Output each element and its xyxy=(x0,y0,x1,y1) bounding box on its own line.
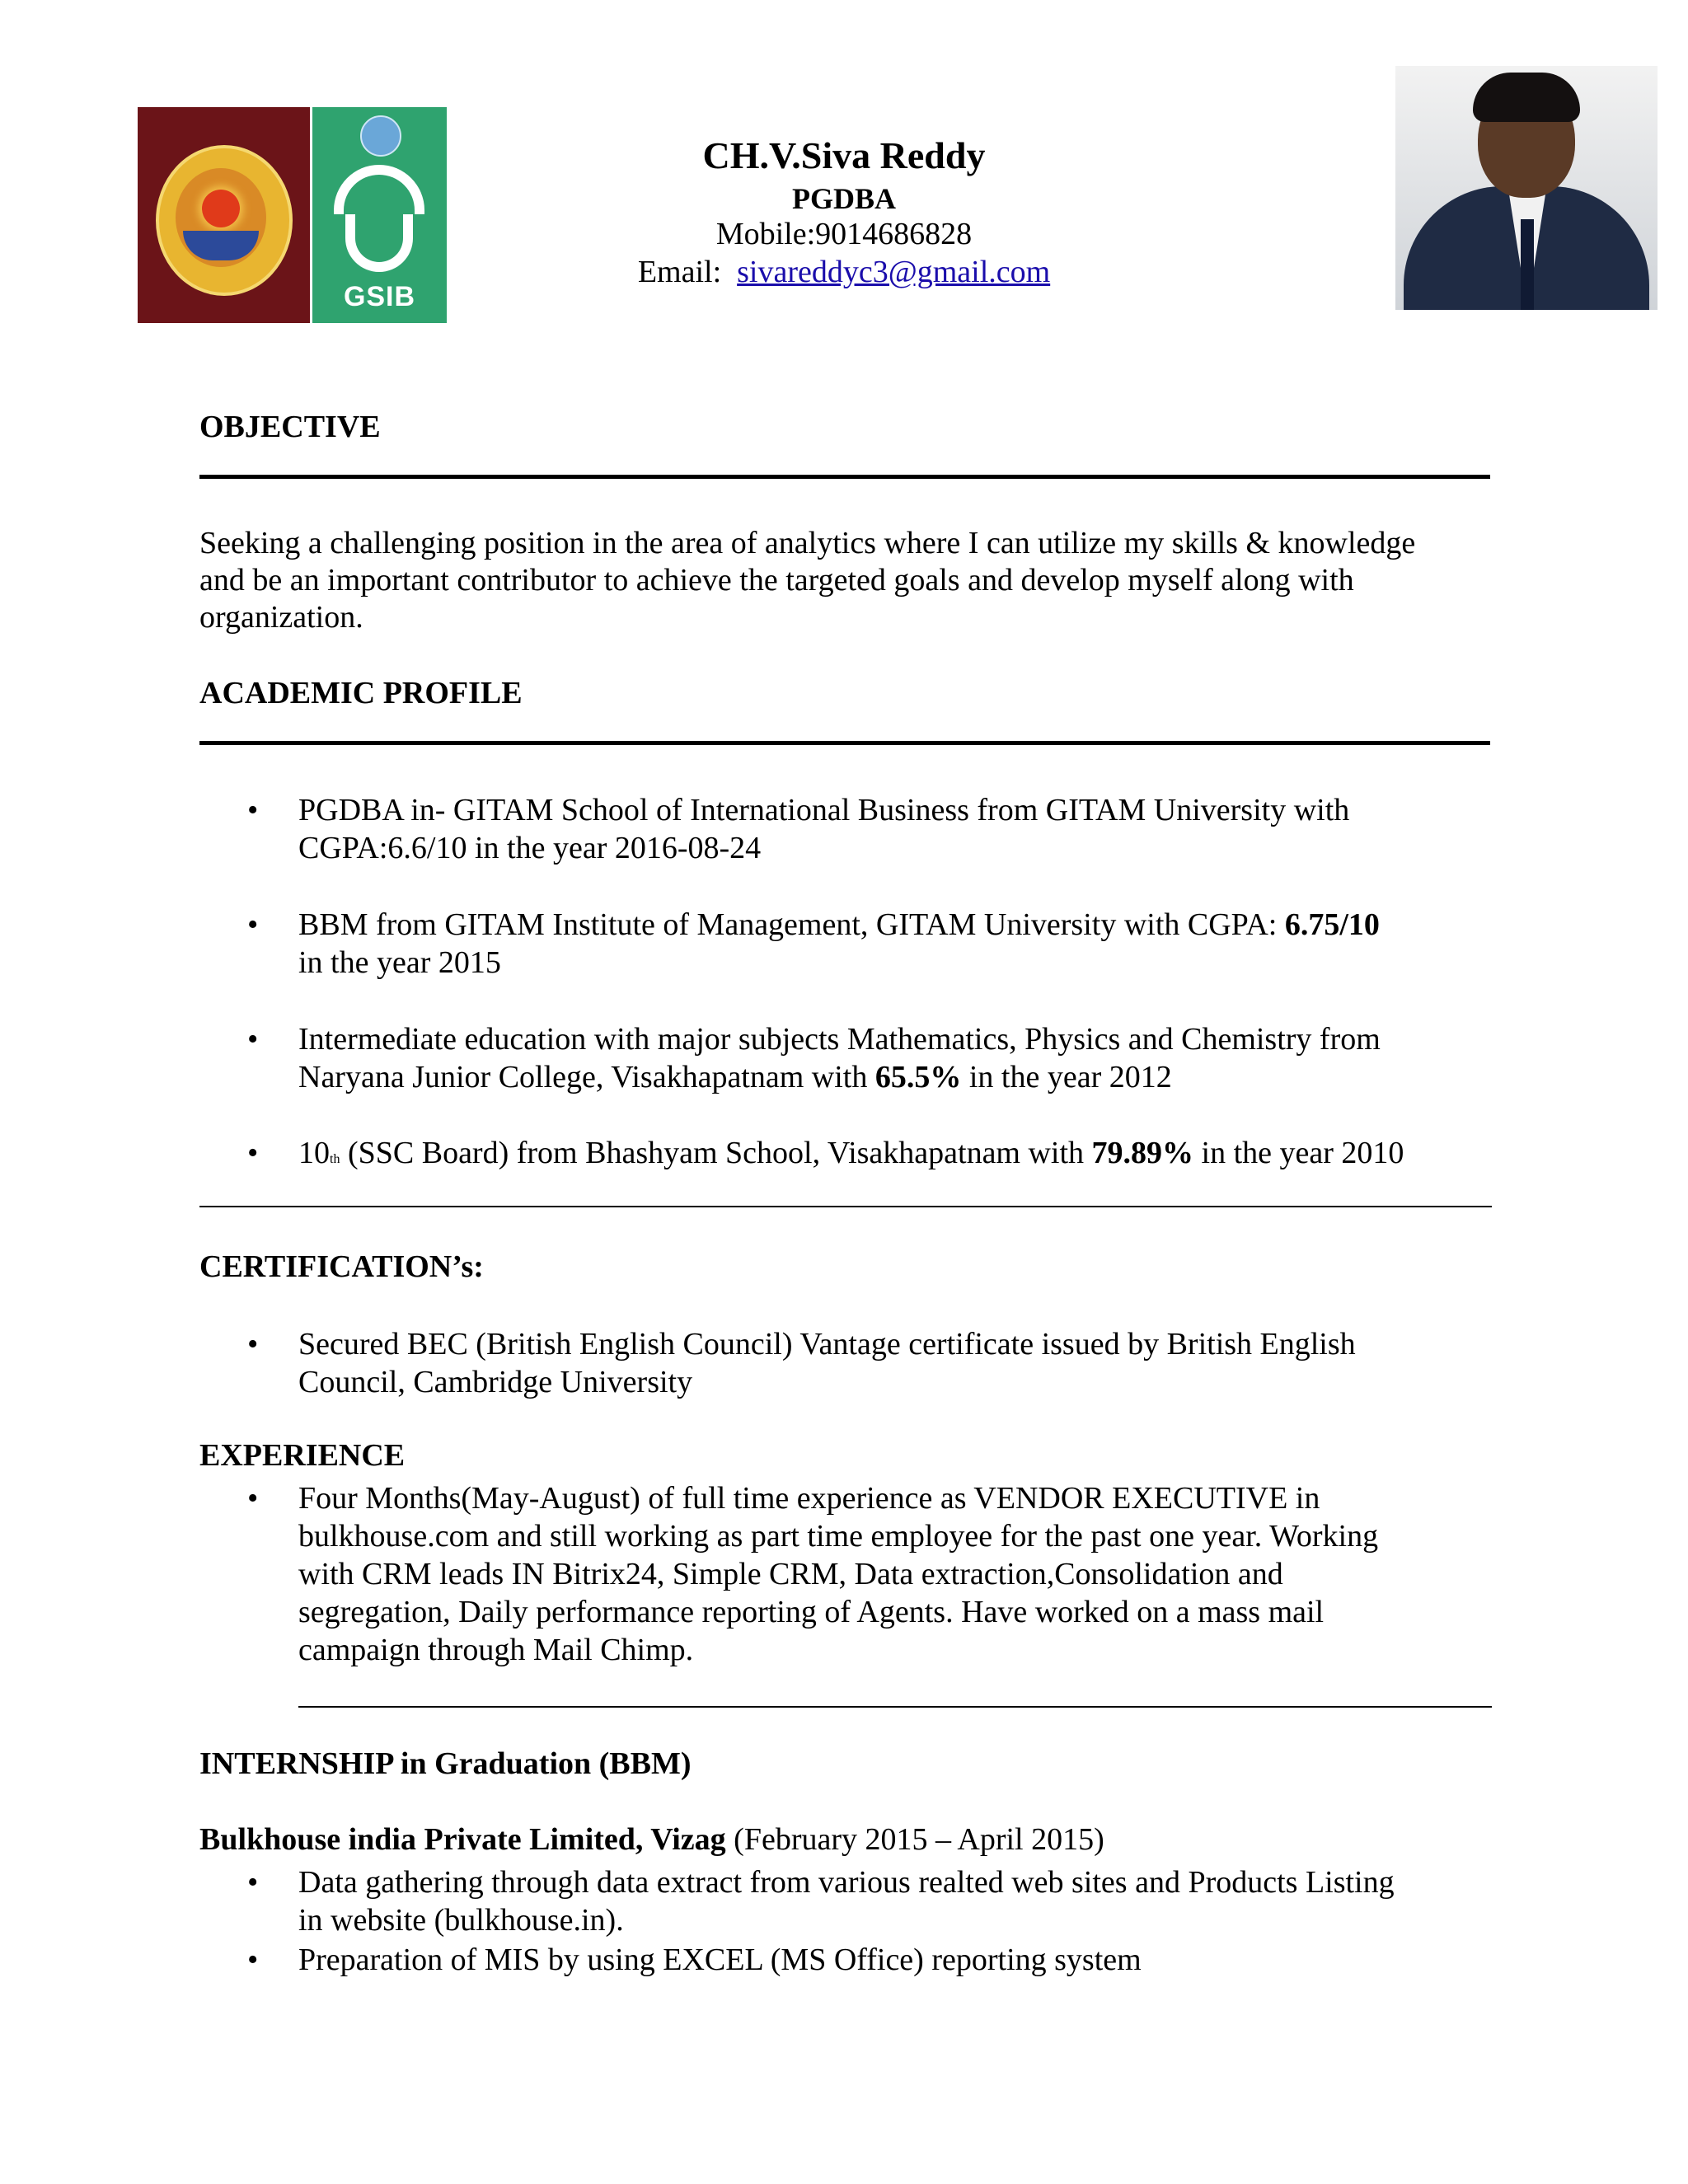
objective-text xyxy=(199,525,1490,636)
academic-item-line: Intermediate education with major subjects Mathematics, Physics and Chemistry from xyxy=(298,1022,1381,1057)
experience-heading: EXPERIENCE xyxy=(199,1438,406,1473)
email-label: Email: xyxy=(637,255,722,289)
experience-line: Four Months(May-August) of full time experience as VENDOR EXECUTIVE in xyxy=(298,1481,1320,1516)
objective-line: Seeking a challenging position in the area of analytics where I can utilize my skills & knowledge xyxy=(199,526,1416,560)
bullet-icon: • xyxy=(247,907,259,942)
academic-item-line: Naryana Junior College, Visakhapatnam with 65.5% in the year 2012 xyxy=(298,1060,1172,1094)
objective-heading: OBJECTIVE xyxy=(199,410,381,444)
objective-line: and be an important contributor to achieve the targeted goals and develop myself along with xyxy=(199,563,1354,598)
internship-heading: INTERNSHIP in Graduation (BBM) xyxy=(199,1746,692,1781)
experience-line: bulkhouse.com and still working as part time employee for the past one year. Working xyxy=(298,1519,1379,1554)
internship-line: in website (bulkhouse.in). xyxy=(298,1903,624,1938)
experience-line: with CRM leads IN Bitrix24, Simple CRM, Data extraction,Consolidation and xyxy=(298,1557,1283,1591)
bullet-icon: • xyxy=(247,1943,259,1977)
experience-line: segregation, Daily performance reporting of Agents. Have worked on a mass mail xyxy=(298,1595,1325,1629)
section-divider xyxy=(199,1206,1492,1207)
bullet-icon: • xyxy=(247,1481,259,1516)
mobile-number: Mobile:9014686828 xyxy=(715,217,973,251)
internship-company: Bulkhouse india Private Limited, Vizag xyxy=(199,1822,726,1857)
candidate-degree: PGDBA xyxy=(792,182,896,215)
objective-divider xyxy=(199,475,1490,479)
academic-item-line: BBM from GITAM Institute of Management, GITAM University with CGPA: 6.75/10 xyxy=(298,907,1380,942)
academic-item-line: in the year 2015 xyxy=(298,945,501,980)
academic-heading: ACADEMIC PROFILE xyxy=(199,676,523,710)
certification-line: Council, Cambridge University xyxy=(298,1365,693,1399)
experience-line: campaign through Mail Chimp. xyxy=(298,1633,694,1667)
academic-item-line: CGPA:6.6/10 in the year 2016-08-24 xyxy=(298,831,762,865)
bullet-icon: • xyxy=(247,1136,259,1170)
academic-divider xyxy=(199,741,1490,745)
bullet-icon: • xyxy=(247,1865,259,1900)
internship-period: (February 2015 – April 2015) xyxy=(725,1822,1104,1857)
gsib-logo-text: GSIB xyxy=(343,281,416,312)
academic-item-line: 10th (SSC Board) from Bhashyam School, Visakhapatnam with 79.89% in the year 2010 xyxy=(298,1136,1404,1170)
certifications-heading: CERTIFICATION’s: xyxy=(199,1249,484,1284)
email-line xyxy=(0,254,1688,290)
candidate-name: CH.V.Siva Reddy xyxy=(702,134,986,176)
experience-divider xyxy=(298,1706,1492,1708)
internship-line: Preparation of MIS by using EXCEL (MS Office) reporting system xyxy=(298,1943,1142,1977)
objective-line: organization. xyxy=(199,600,363,635)
internship-line: Data gathering through data extract from various realted web sites and Products Listing xyxy=(298,1865,1395,1900)
bullet-icon: • xyxy=(247,793,259,827)
internship-company-line xyxy=(199,1821,1490,1858)
bullet-icon: • xyxy=(247,1327,259,1361)
academic-item-line: PGDBA in- GITAM School of International Business from GITAM University with xyxy=(298,793,1350,827)
email-link[interactable]: sivareddyc3@gmail.com xyxy=(737,255,1051,289)
bullet-icon: • xyxy=(247,1022,259,1057)
certification-line: Secured BEC (British English Council) Vantage certificate issued by British English xyxy=(298,1327,1356,1361)
